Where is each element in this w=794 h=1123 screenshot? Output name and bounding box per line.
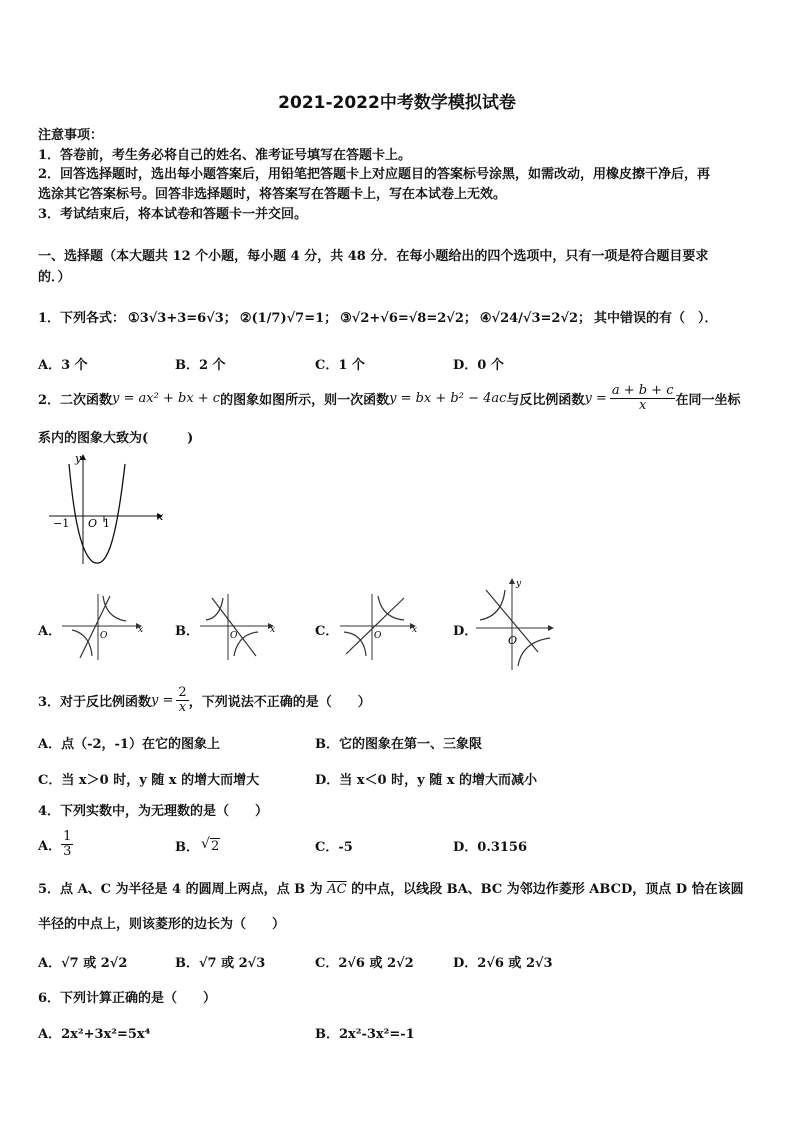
q2-prefix: 2．二次函数 (38, 392, 113, 408)
q2-inverse-numerator: a + b + c (611, 382, 674, 398)
q2-linear: y = bx + b² − 4ac (389, 390, 507, 406)
q2-inverse-fraction (610, 384, 676, 412)
q1-prefix: 1．下列各式： (38, 310, 126, 326)
q3-suffix: ，下列说法不正确的是（ ） (188, 694, 371, 710)
q2d-y-label: y (516, 579, 522, 589)
q3-function-fraction (176, 686, 188, 714)
q6-option-b: B．2x²-3x²=-1 (315, 1027, 415, 1042)
q3-option-b: B．它的图象在第一、三象限 (315, 737, 482, 752)
q5-line-1a: 5．点 A、C 为半径是 4 的圆周上两点，点 B 为 (38, 882, 323, 897)
q6-option-a: A．2x²+3x²=5x⁴ (38, 1027, 151, 1042)
q2-figure-origin-label: O (88, 517, 98, 530)
q2c-origin-label: O (374, 631, 382, 641)
notice-item-1: 1．答卷前，考生务必将自己的姓名、准考证号填写在答题卡上。 (38, 148, 412, 163)
q2c-x-label: x (412, 625, 418, 635)
q1-option-b: B．2 个 (175, 358, 226, 373)
q5-line-1b: 的中点，以线段 BA、BC 为邻边作菱形 ABCD，顶点 D 恰在该圆 (351, 882, 744, 897)
q5-arc-ac: $\overline{AC}$ (327, 882, 347, 897)
q2-option-b-graph (198, 590, 283, 662)
q1-part-1: ①3√3+3=6√3； (128, 310, 237, 326)
q2a-hyperbola-2 (72, 630, 92, 656)
q5-option-a: A．√7 或 2√2 (38, 956, 128, 971)
question-4-stem: 4．下列实数中，为无理数的是（ ） (38, 804, 269, 819)
q2b-line (212, 598, 256, 656)
q4-option-c: C．-5 (315, 840, 353, 855)
q4-option-b-label: B． (175, 840, 199, 855)
q2d-hyperbola-1 (480, 590, 505, 620)
q3-option-a: A．点（-2，-1）在它的图象上 (38, 737, 220, 752)
q4-option-a-numerator: 1 (63, 828, 72, 844)
q4-option-a-fraction (61, 830, 73, 858)
q2-parabola-curve (69, 464, 125, 563)
q1-option-a: A．3 个 (38, 358, 88, 373)
q2b-x-label: x (270, 625, 276, 635)
q2-parabola-figure (45, 452, 170, 570)
q2-quadratic: y = ax² + bx + c (112, 390, 221, 406)
q2c-hyperbola-1 (378, 596, 404, 620)
q2-mid-2: 与反比例函数 (506, 392, 585, 408)
q1-suffix: 其中错误的有（ ）． (594, 310, 718, 326)
question-2-stem (38, 380, 741, 416)
q2-option-c-label: C． (315, 624, 339, 639)
q5-option-c: C．2√6 或 2√2 (315, 956, 414, 971)
q1-part-4: ④√24/√3=2√2； (479, 310, 592, 326)
q2-figure-y-label: y (75, 452, 82, 465)
q4-option-a-label: A． (38, 838, 62, 854)
q1-option-c: C．1 个 (315, 358, 365, 373)
q1-option-d: D．0 个 (453, 358, 504, 373)
q2-option-a-graph (60, 590, 145, 662)
q1-part-3: ③√2+√6=√8=2√2； (340, 310, 477, 326)
q2a-hyperbola-1 (103, 596, 126, 621)
question-1-stem (38, 298, 718, 334)
section-1-line-2: 的．） (38, 270, 71, 285)
q3-option-d: D．当 x＜0 时，y 随 x 的增大而减小 (315, 773, 538, 788)
q2-option-d-label: D． (453, 624, 478, 639)
q2-inverse-y: y = (584, 390, 607, 406)
question-5-line-1 (38, 878, 744, 897)
notice-heading: 注意事项： (38, 128, 104, 143)
q3-function-y: y = (151, 692, 174, 708)
q4-option-a-denominator: 3 (63, 843, 72, 859)
q2d-origin-label: O (508, 634, 518, 647)
q2-inverse-denominator: x (638, 397, 647, 413)
q2-line-2: 系内的图象大致为( ) (38, 431, 194, 446)
q4-option-d: D．0.3156 (453, 840, 528, 855)
q5-option-b: B．√7 或 2√3 (175, 956, 266, 971)
q4-option-b-radicand: √ 2 (210, 838, 220, 854)
section-1-line-1: 一、选择题（本大题共 12 个小题，每小题 4 分，共 48 分．在每小题给出的四个选项中，只有一项是符合题目要求 (38, 249, 709, 264)
q2b-hyperbola-2 (234, 632, 258, 656)
question-6-stem: 6．下列计算正确的是（ ） (38, 991, 217, 1006)
q2-option-a-label: A． (38, 624, 62, 639)
q2-suffix: 在同一坐标 (675, 392, 741, 408)
q4-option-a (38, 826, 73, 862)
q2b-origin-label: O (230, 631, 238, 641)
q2d-x-arrow (548, 625, 554, 631)
q2-figure-x-label: x (157, 510, 164, 523)
q2-option-b-label: B． (175, 624, 199, 639)
question-3-stem (38, 682, 371, 718)
notice-item-2b: 选涂其它答案标号。回答非选择题时，将答案写在答题卡上，写在本试卷上无效。 (38, 187, 507, 202)
q1-part-2: ②(1/7)√7=1； (239, 310, 338, 326)
notice-item-3: 3．考试结束后，将本试卷和答题卡一并交回。 (38, 207, 308, 222)
q2-figure-one-label: 1 (103, 517, 110, 530)
q2d-hyperbola-2 (518, 638, 550, 666)
page-title: 2021-2022中考数学模拟试卷 (278, 93, 516, 113)
notice-item-2a: 2．回答选择题时，选出每小题答案后，用铅笔把答题卡上对应题目的答案标号涂黑，如需改动，用橡皮擦干净后，再 (38, 167, 711, 182)
q2-option-d-graph (472, 576, 558, 672)
question-5-line-2: 半径的中点上，则该菱形的边长为（ ） (38, 917, 286, 932)
q2-option-c-graph (338, 590, 423, 662)
q2-figure-minus-one-label: −1 (53, 517, 70, 530)
q2-mid-1: 的图象如图所示，则一次函数 (220, 392, 390, 408)
q3-prefix: 3．对于反比例函数 (38, 694, 152, 710)
q5-option-d: D．2√6 或 2√3 (453, 956, 553, 971)
q3-numerator: 2 (178, 684, 187, 700)
q2a-x-label: x (138, 625, 144, 635)
q2a-origin-label: O (100, 631, 108, 641)
q2a-line (80, 596, 110, 658)
q2d-y-arrow (509, 578, 515, 584)
q3-denominator: x (178, 699, 187, 715)
q4-option-b (175, 836, 220, 855)
q3-option-c: C．当 x＞0 时，y 随 x 的增大而增大 (38, 773, 260, 788)
